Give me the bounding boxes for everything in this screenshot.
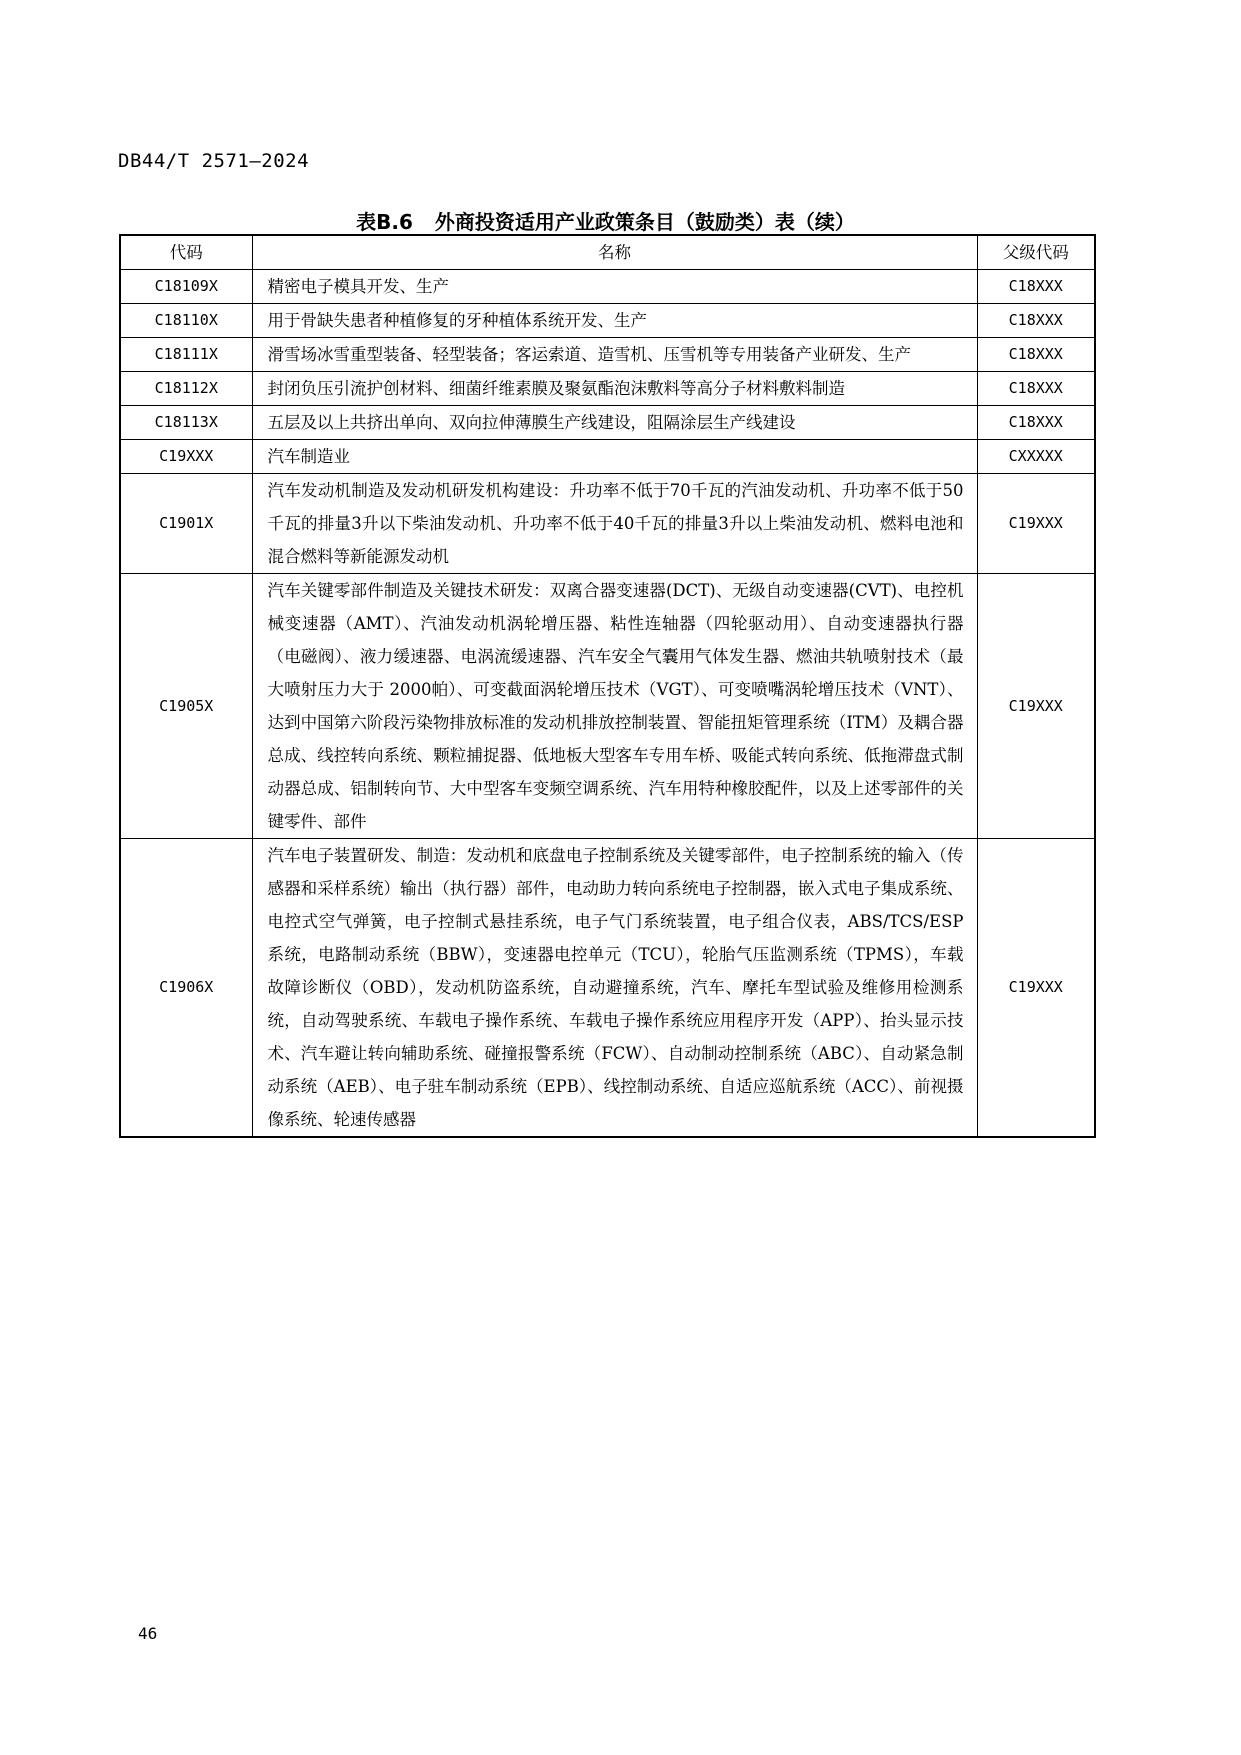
policy-table [119, 234, 1096, 1138]
page-number: 46 [138, 1624, 158, 1643]
row-parent-code: C19XXX [977, 474, 1095, 574]
table-row [120, 474, 1095, 574]
column-header-parent-code: 父级代码 [977, 235, 1095, 270]
row-parent-code: C19XXX [977, 839, 1095, 1138]
table-row [120, 270, 1095, 304]
table-row [120, 574, 1095, 839]
row-parent-code: CXXXXX [977, 440, 1095, 474]
row-code: C18110X [120, 304, 252, 338]
row-code: C19XXX [120, 440, 252, 474]
table-header-row [120, 235, 1095, 270]
row-code: C1901X [120, 474, 252, 574]
table-row [120, 406, 1095, 440]
table-row [120, 440, 1095, 474]
table-row [120, 338, 1095, 372]
table-title-text: 外商投资适用产业政策条目（鼓励类）表（续） [434, 210, 855, 234]
document-code: DB44/T 2571—2024 [118, 150, 310, 172]
row-name: 汽车发动机制造及发动机研发机构建设：升功率不低于70千瓦的汽油发动机、升功率不低于50千瓦的排量3升以下柴油发动机、升功率不低于40千瓦的排量3升以上柴油发动机、燃料电池和混合燃料等新能源发动机 [252, 474, 977, 574]
column-header-name: 名称 [252, 235, 977, 270]
column-header-code: 代码 [120, 235, 252, 270]
table-title [118, 206, 1093, 235]
row-parent-code: C18XXX [977, 406, 1095, 440]
table-row [120, 839, 1095, 1138]
row-name: 五层及以上共挤出单向、双向拉伸薄膜生产线建设，阻隔涂层生产线建设 [252, 406, 977, 440]
table-title-number: 表B.6 [356, 210, 413, 234]
row-name: 用于骨缺失患者种植修复的牙种植体系统开发、生产 [252, 304, 977, 338]
table-row [120, 304, 1095, 338]
row-parent-code: C18XXX [977, 372, 1095, 406]
row-name: 汽车电子装置研发、制造：发动机和底盘电子控制系统及关键零部件，电子控制系统的输入（传感器和采样系统）输出（执行器）部件，电动助力转向系统电子控制器，嵌入式电子集成系统、电控式空气弹簧，电子控制式悬挂系统，电子气门系统装置，电子组合仪表，ABS/TCS/ESP 系统，电路制动系统（BBW），变速器电控单元（TCU），轮胎气压监测系统（TPMS），车载故障诊断仪（OBD），发动机防盗系统，自动避撞系统，汽车、摩托车型试验及维修用检测系统，自动驾驶系统、车载电子操作系统、车载电子操作系统应用程序开发（APP）、抬头显示技术、汽车避让转向辅助系统、碰撞报警系统（FCW）、自动制动控制系统（ABC）、自动紧急制动系统（AEB）、电子驻车制动系统（EPB）、线控制动系统、自适应巡航系统（ACC）、前视摄像系统、轮速传感器 [252, 839, 977, 1138]
row-name: 滑雪场冰雪重型装备、轻型装备；客运索道、造雪机、压雪机等专用装备产业研发、生产 [252, 338, 977, 372]
row-parent-code: C18XXX [977, 338, 1095, 372]
table-row [120, 372, 1095, 406]
row-parent-code: C19XXX [977, 574, 1095, 839]
row-name: 汽车制造业 [252, 440, 977, 474]
row-code: C18111X [120, 338, 252, 372]
row-code: C18113X [120, 406, 252, 440]
row-name: 封闭负压引流护创材料、细菌纤维素膜及聚氨酯泡沫敷料等高分子材料敷料制造 [252, 372, 977, 406]
row-parent-code: C18XXX [977, 304, 1095, 338]
row-code: C18109X [120, 270, 252, 304]
row-name: 汽车关键零部件制造及关键技术研发：双离合器变速器(DCT)、无级自动变速器(CVT)、电控机械变速器（AMT）、汽油发动机涡轮增压器、粘性连轴器（四轮驱动用）、自动变速器执行器（电磁阀）、液力缓速器、电涡流缓速器、汽车安全气囊用气体发生器、燃油共轨喷射技术（最大喷射压力大于 2000帕）、可变截面涡轮增压技术（VGT）、可变喷嘴涡轮增压技术（VNT）、达到中国第六阶段污染物排放标准的发动机排放控制装置、智能扭矩管理系统（ITM）及耦合器总成、线控转向系统、颗粒捕捉器、低地板大型客车专用车桥、吸能式转向系统、低拖滞盘式制动器总成、铝制转向节、大中型客车变频空调系统、汽车用特种橡胶配件，以及上述零部件的关键零件、部件 [252, 574, 977, 839]
row-code: C1905X [120, 574, 252, 839]
row-code: C18112X [120, 372, 252, 406]
row-name: 精密电子模具开发、生产 [252, 270, 977, 304]
row-parent-code: C18XXX [977, 270, 1095, 304]
row-code: C1906X [120, 839, 252, 1138]
